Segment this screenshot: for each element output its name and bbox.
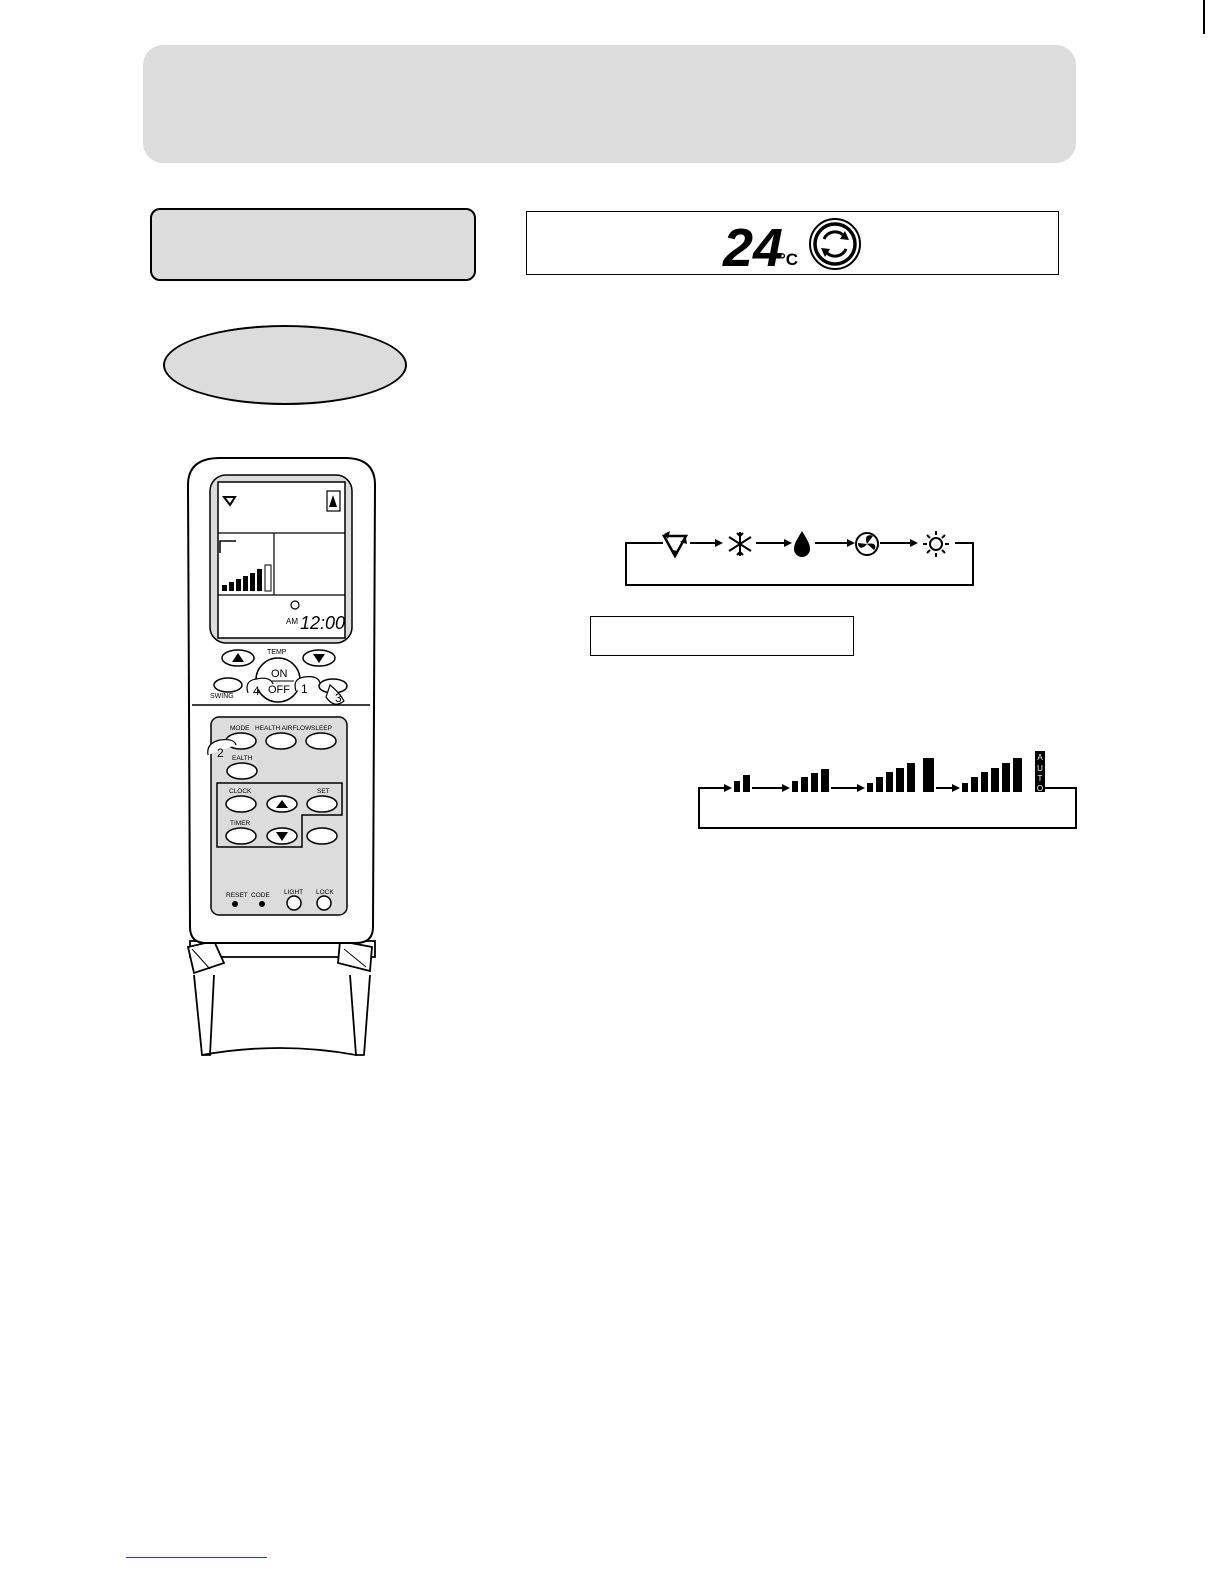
code-button[interactable]: [259, 901, 265, 907]
cool-snowflake-icon: [729, 532, 751, 556]
code-label: CODE: [251, 892, 270, 899]
cancel-button[interactable]: [307, 828, 337, 844]
fan-speed-low: [712, 775, 750, 792]
svg-text:3: 3: [335, 691, 342, 705]
fan-auto-label: A U T O: [1036, 753, 1044, 793]
swing-label: SWING: [210, 693, 234, 700]
top-rule: [1203, 0, 1205, 34]
svg-text:4: 4: [253, 684, 260, 698]
fan-icon: [856, 533, 878, 555]
sleep-button[interactable]: [306, 733, 336, 749]
remote-control: [180, 455, 385, 1067]
mode-label: MODE: [230, 725, 250, 732]
fan-speed-medium: [752, 769, 829, 792]
indoor-display-panel: [526, 211, 1059, 275]
temp-up-button[interactable]: [222, 650, 254, 666]
off-label: OFF: [268, 684, 290, 696]
timer-label: TIMER: [230, 820, 251, 827]
clock-button[interactable]: [226, 796, 256, 812]
mode-sequence: [620, 528, 980, 590]
reset-button[interactable]: [232, 901, 238, 907]
dry-drop-icon: [794, 531, 810, 557]
fan-speed-high: [831, 758, 934, 792]
auto-icon: [664, 531, 687, 556]
reset-label: RESET: [226, 892, 248, 899]
temp-label: TEMP: [267, 649, 287, 656]
health-airflow-button[interactable]: [266, 733, 296, 749]
health-label: EALTH: [232, 755, 253, 762]
light-label: LIGHT: [284, 889, 304, 896]
clock-label: CLOCK: [229, 788, 252, 795]
display-temperature: 24: [723, 218, 784, 274]
header-banner: [143, 45, 1076, 163]
display-unit: °C: [779, 250, 799, 269]
time-down-button[interactable]: [267, 828, 297, 844]
on-label: ON: [271, 668, 288, 680]
auto-cycle-icon: [810, 219, 860, 269]
svg-text:2: 2: [217, 746, 224, 760]
lcd-am-pm: AM: [286, 617, 298, 626]
health-airflow-label: HEALTH AIRFLOW: [255, 725, 312, 732]
timer-button[interactable]: [226, 828, 256, 844]
heat-sun-icon: [923, 531, 949, 557]
step-oval: [163, 325, 407, 405]
set-label: SET: [317, 788, 330, 795]
lock-label: LOCK: [316, 889, 334, 896]
mode-caption-box: [590, 616, 854, 656]
swing-button[interactable]: [214, 678, 242, 692]
time-up-button[interactable]: [267, 796, 297, 812]
lock-button[interactable]: [317, 896, 331, 910]
footer-link-underline[interactable]: [126, 1557, 267, 1558]
fan-speed-sequence: [690, 748, 1082, 832]
display-graphic: [527, 212, 1058, 274]
temp-down-button[interactable]: [303, 650, 335, 666]
fan-speed-auto: [936, 751, 1045, 793]
set-button[interactable]: [307, 796, 337, 812]
health-button[interactable]: [227, 763, 257, 779]
section-title-box: [150, 208, 476, 281]
lcd-time: 12:00: [300, 613, 346, 633]
sleep-label: SLEEP: [311, 725, 332, 732]
light-button[interactable]: [287, 896, 301, 910]
remote-stand: [188, 941, 375, 1055]
svg-text:1: 1: [301, 682, 308, 696]
